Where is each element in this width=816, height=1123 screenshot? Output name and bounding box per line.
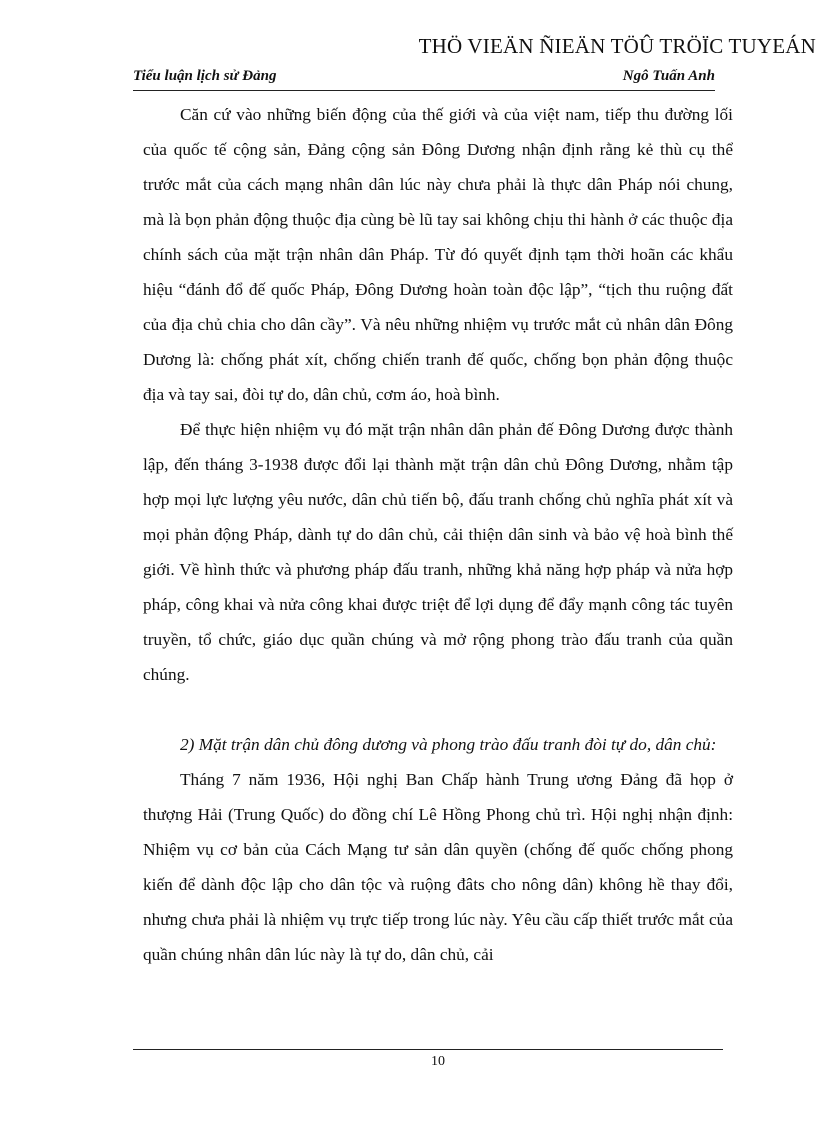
- page-number: 10: [431, 1054, 445, 1069]
- paragraph-2: Để thực hiện nhiệm vụ đó mặt trận nhân dân phản đế Đông Dương được thành lập, đến tháng 3-1938 được đổi lại thành mặt trận dân chủ Đông Dương, nhằm tập hợp mọi lực lượng yêu nước, dân chủ tiến bộ, đấu tranh chống chủ nghĩa phát xít và mọi phản động Pháp, dành tự do dân chủ, cải thiện dân sinh và bảo vệ hoà bình thế giới. Về hình thức và phương pháp đấu tranh, những khả năng hợp pháp và nửa hợp pháp, công khai và nửa công khai được triệt để lợi dụng để đẩy mạnh công tác tuyên truyền, tổ chức, giáo dục quần chúng và mở rộng phong trào đấu tranh của quần chúng.: [143, 420, 733, 684]
- footer-divider: [133, 1049, 723, 1050]
- header-document-title: Tiểu luận lịch sử Đảng: [133, 68, 277, 84]
- document-body: [143, 97, 733, 972]
- paragraph-1: Căn cứ vào những biến động của thế giới và của việt nam, tiếp thu đường lối của quốc tế cộng sản, Đảng cộng sản Đông Dương nhận định rằng kẻ thù cụ thể trước mắt của cách mạng nhân dân lúc này chưa phải là thực dân Pháp nói chung, mà là bọn phản động thuộc địa cùng bè lũ tay sai không chịu thi hành ở các thuộc địa chính sách của mặt trận nhân dân Pháp. Từ đó quyết định tạm thời hoãn các khẩu hiệu “đánh đổ đế quốc Pháp, Đông Dương hoàn toàn độc lập”, “tịch thu ruộng đất của địa chủ chia cho dân cầy”. Và nêu những nhiệm vụ trước mắt củ nhân dân Đông Dương là: chống phát xít, chống chiến tranh đế quốc, chống bọn phản động thuộc địa và tay sai, đòi tự do, dân chủ, cơm áo, hoà bình.: [143, 105, 733, 404]
- watermark-text: THÖ VIEÄN ÑIEÄN TÖÛ TRÖÏC TUYEÁN: [418, 34, 816, 58]
- page-header: [133, 66, 715, 91]
- section-heading: 2) Mặt trận dân chủ đông dương và phong trào đấu tranh đòi tự do, dân chủ:: [180, 735, 717, 754]
- paragraph-3: Tháng 7 năm 1936, Hội nghị Ban Chấp hành Trung ương Đảng đã họp ở thượng Hải (Trung Quốc) do đồng chí Lê Hồng Phong chủ trì. Hội nghị nhận định: Nhiệm vụ cơ bản của Cách Mạng tư sản dân quyền (chống đế quốc chống phong kiến để dành độc lập cho dân tộc và ruộng đâts cho nông dân) không hề thay đổi, nhưng chưa phải là nhiệm vụ trực tiếp trong lúc này. Yêu cầu cấp thiết trước mắt của quần chúng nhân dân lúc này là tự do, dân chủ, cải: [143, 770, 733, 964]
- paragraph-spacer: [143, 692, 733, 727]
- header-author-name: Ngô Tuấn Anh: [622, 68, 715, 84]
